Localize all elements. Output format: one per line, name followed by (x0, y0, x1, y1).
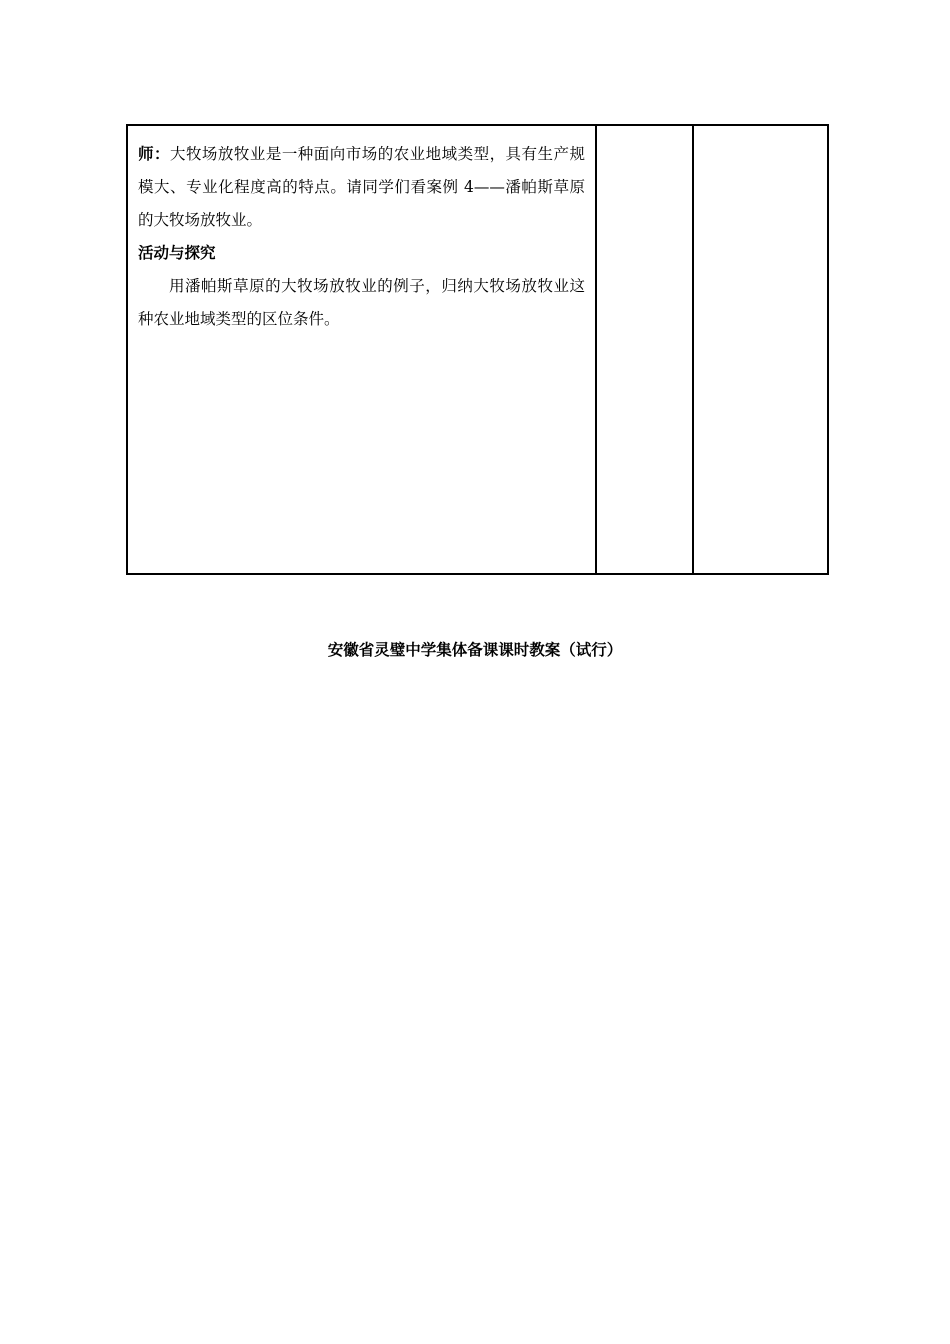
teacher-label: 师： (138, 145, 170, 163)
lesson-content-cell (127, 125, 596, 574)
activity-heading: 活动与探究 (138, 244, 216, 262)
lesson-plan-table (126, 124, 829, 575)
teacher-paragraph (138, 138, 585, 237)
table-row (127, 125, 828, 574)
lesson-content (128, 126, 595, 336)
empty-cell-middle (596, 125, 693, 574)
empty-cell-right (693, 125, 828, 574)
teacher-text: 大牧场放牧业是一种面向市场的农业地域类型，具有生产规模大、专业化程度高的特点。请同学们看案例 4——潘帕斯草原的大牧场放牧业。 (138, 145, 585, 229)
activity-text: 用潘帕斯草原的大牧场放牧业的例子，归纳大牧场放牧业这种农业地域类型的区位条件。 (138, 277, 585, 328)
document-title: 安徽省灵璧中学集体备课课时教案（试行） (327, 641, 623, 659)
